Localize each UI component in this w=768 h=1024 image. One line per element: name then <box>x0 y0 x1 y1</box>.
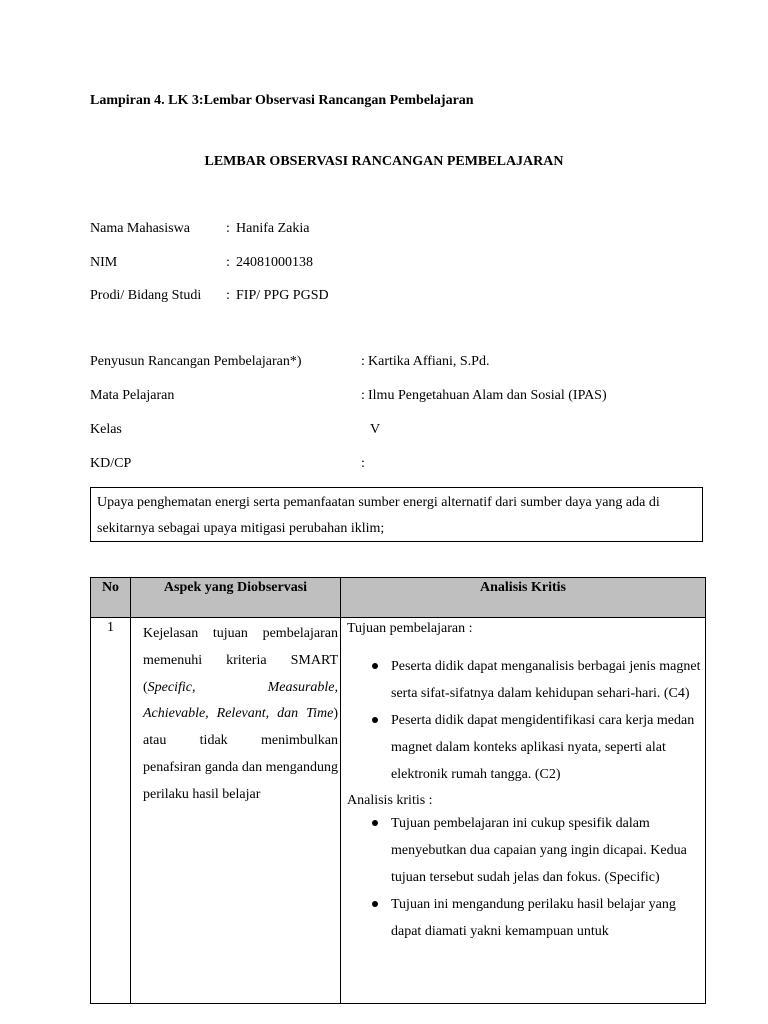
smart-criteria-italic: Specific, Measurable, Achievable, Relevant, dan Time <box>143 679 338 722</box>
colon: : <box>361 456 365 471</box>
objectives-label: Tujuan pembelajaran : <box>347 621 473 636</box>
observation-table <box>90 577 706 1004</box>
table-row <box>91 618 706 1004</box>
list-item: Peserta didik dapat menganalisis berbagai jenis magnet serta sifat-sifatnya dalam kehidupan sehari-hari. (C4) <box>391 653 701 707</box>
analysis-cell <box>341 618 706 1004</box>
subject-label: Mata Pelajaran <box>90 388 175 403</box>
colon: : <box>361 388 365 403</box>
nim-value: 24081000138 <box>236 255 313 270</box>
student-name-label: Nama Mahasiswa <box>90 221 190 236</box>
study-program-value: FIP/ PPG PGSD <box>236 288 329 303</box>
subject-value: Ilmu Pengetahuan Alam dan Sosial (IPAS) <box>368 388 607 403</box>
analysis-list <box>347 810 701 945</box>
colon: : <box>226 255 230 270</box>
table-header-row <box>91 578 706 618</box>
analysis-label: Analisis kritis : <box>347 793 433 808</box>
colon: : <box>226 288 230 303</box>
class-label: Kelas <box>90 422 122 437</box>
objectives-list <box>347 653 701 788</box>
header-critical-analysis: Analisis Kritis <box>341 578 706 618</box>
aspect-cell: Kejelasan tujuan pembelajaran memenuhi kriteria SMART (Specific, Measurable, Achievable, Relevant, dan Time) atau tidak menimbulkan penafsiran ganda dan mengandung perilaku hasil belajar <box>131 618 341 1004</box>
class-value: V <box>370 422 381 437</box>
kd-cp-label: KD/CP <box>90 456 132 471</box>
appendix-heading: Lampiran 4. LK 3:Lembar Observasi Rancangan Pembelajaran <box>90 93 474 108</box>
list-item: Tujuan pembelajaran ini cukup spesifik dalam menyebutkan dua capaian yang ingin dicapai. Kedua tujuan tersebut sudah jelas dan fokus. (Specific) <box>391 810 701 891</box>
designer-value: Kartika Affiani, S.Pd. <box>368 354 490 369</box>
header-no: No <box>91 578 131 618</box>
page-title: LEMBAR OBSERVASI RANCANGAN PEMBELAJARAN <box>204 154 564 169</box>
kd-cp-box: Upaya penghematan energi serta pemanfaatan sumber energi alternatif dari sumber daya yang ada di sekitarnya sebagai upaya mitigasi perubahan iklim; <box>90 487 703 542</box>
row-number: 1 <box>91 618 131 1004</box>
colon: : <box>226 221 230 236</box>
nim-label: NIM <box>90 255 118 270</box>
colon: : <box>361 354 365 369</box>
header-aspect: Aspek yang Diobservasi <box>131 578 341 618</box>
list-item: Tujuan ini mengandung perilaku hasil belajar yang dapat diamati yakni kemampuan untuk <box>391 891 701 945</box>
list-item: Peserta didik dapat mengidentifikasi cara kerja medan magnet dalam konteks aplikasi nyata, seperti alat elektronik rumah tangga. (C2) <box>391 707 701 788</box>
student-name-value: Hanifa Zakia <box>236 221 310 236</box>
study-program-label: Prodi/ Bidang Studi <box>90 288 202 303</box>
designer-label: Penyusun Rancangan Pembelajaran*) <box>90 354 302 369</box>
